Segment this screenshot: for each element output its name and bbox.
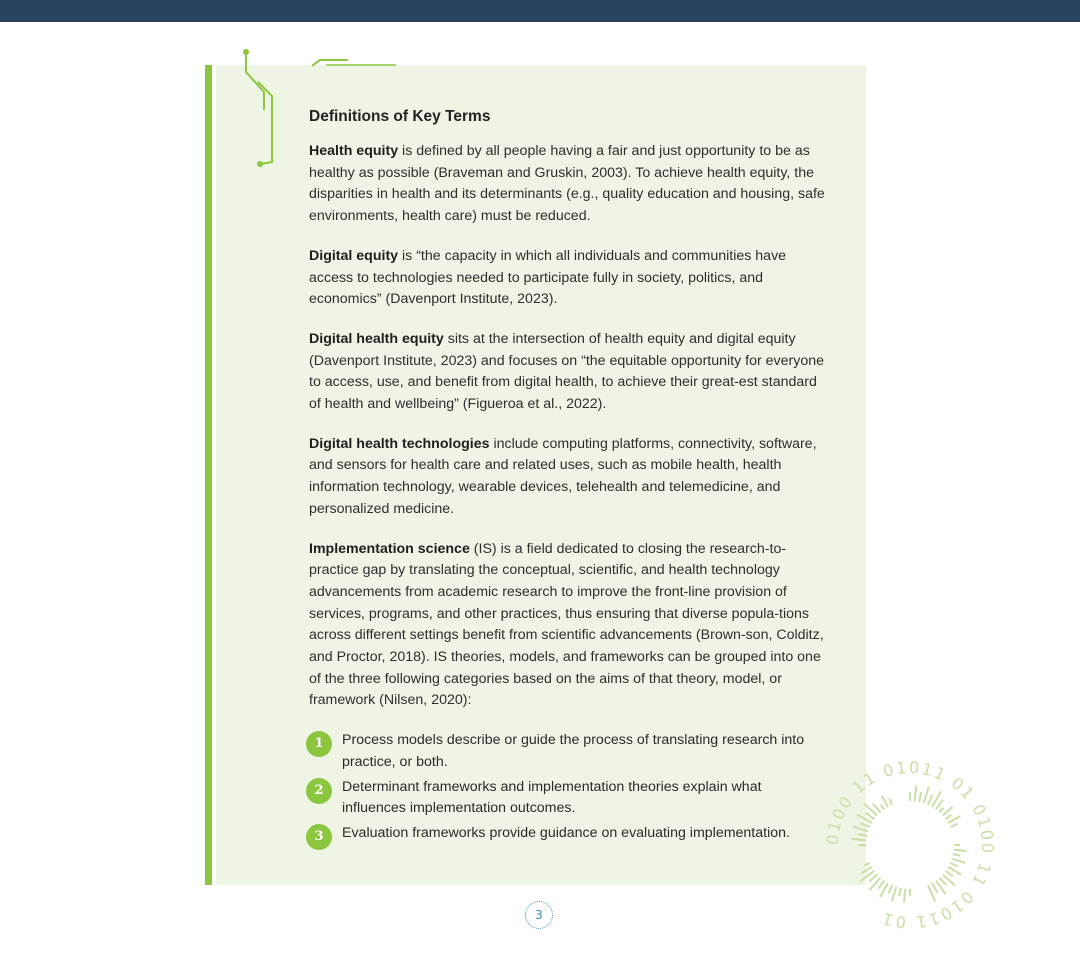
definition-text: is “the capacity in which all individuals and communities have access to technologies needed to participate fully in society, politics, and economics” (Davenport Institute, 2023). bbox=[309, 247, 787, 308]
definitions-list bbox=[309, 141, 829, 712]
definition-term: Digital health equity bbox=[309, 330, 444, 347]
category-number-badge: 2 bbox=[306, 778, 332, 804]
definitions-content bbox=[309, 108, 829, 848]
panel-accent-bar bbox=[205, 65, 212, 885]
page-number: 3 bbox=[525, 901, 553, 929]
category-list bbox=[309, 730, 829, 845]
svg-text:0100 11 01011 01 0100 11 01011 bbox=[823, 760, 997, 930]
category-text: Determinant frameworks and implementation theories explain what influences implementation outcomes. bbox=[342, 778, 762, 817]
definition-paragraph bbox=[309, 539, 829, 713]
category-number-badge: 3 bbox=[306, 824, 332, 850]
category-item bbox=[309, 730, 829, 773]
category-item bbox=[309, 823, 829, 845]
category-number-badge: 1 bbox=[306, 731, 332, 757]
definition-text: include computing platforms, connectivity, software, and sensors for health care and related uses, such as mobile health, health information technology, wearable devices, telehealth and telemedicine, and personalized medicine. bbox=[309, 435, 817, 517]
definition-text: is defined by all people having a fair and just opportunity to be as healthy as possible (Braveman and Gruskin, 2003). To achieve health equity, the disparities in health and its determinants (e.g., quality education and housing, safe environments, health care) must be reduced. bbox=[309, 143, 825, 225]
binary-ring-text: 0100 11 01011 01 0100 11 01011 01 bbox=[822, 760, 998, 930]
definition-paragraph bbox=[309, 246, 829, 311]
top-banner bbox=[0, 0, 1080, 22]
definition-term: Digital equity bbox=[309, 247, 399, 264]
definition-term: Health equity bbox=[309, 143, 399, 159]
definition-paragraph bbox=[309, 434, 829, 521]
section-heading: Definitions of Key Terms bbox=[309, 108, 491, 125]
binary-ring-decoration-icon bbox=[820, 760, 1000, 930]
definition-paragraph bbox=[309, 141, 829, 228]
definition-term: Digital health technologies bbox=[309, 435, 490, 452]
definition-paragraph bbox=[309, 329, 829, 416]
category-text: Evaluation frameworks provide guidance on evaluating implementation. bbox=[342, 824, 790, 841]
category-item bbox=[309, 777, 829, 820]
definition-text: (IS) is a field dedicated to closing the research-to-practice gap by translating the conceptual, scientific, and health technology advancements from academic research to improve the front-line provision of services, programs, and other practices, thus ensuring that diverse popula-tions across different settings benefit from scientific advancements (Brown-son, Colditz, and Proctor, 2018). IS theories, models, and frameworks can be grouped into one of the three following categories based on the aims of that theory, model, or framework (Nilsen, 2020): bbox=[309, 540, 824, 709]
definition-text: sits at the intersection of health equity and digital equity (Davenport Institute, 2023) and focuses on “the equitable opportunity for everyone to access, use, and benefit from digital health, to achieve their great-est standard of health and wellbeing” (Figueroa et al., 2022). bbox=[309, 330, 825, 413]
category-text: Process models describe or guide the process of translating research into practice, or both. bbox=[342, 732, 805, 770]
definition-term: Implementation science bbox=[309, 540, 470, 557]
